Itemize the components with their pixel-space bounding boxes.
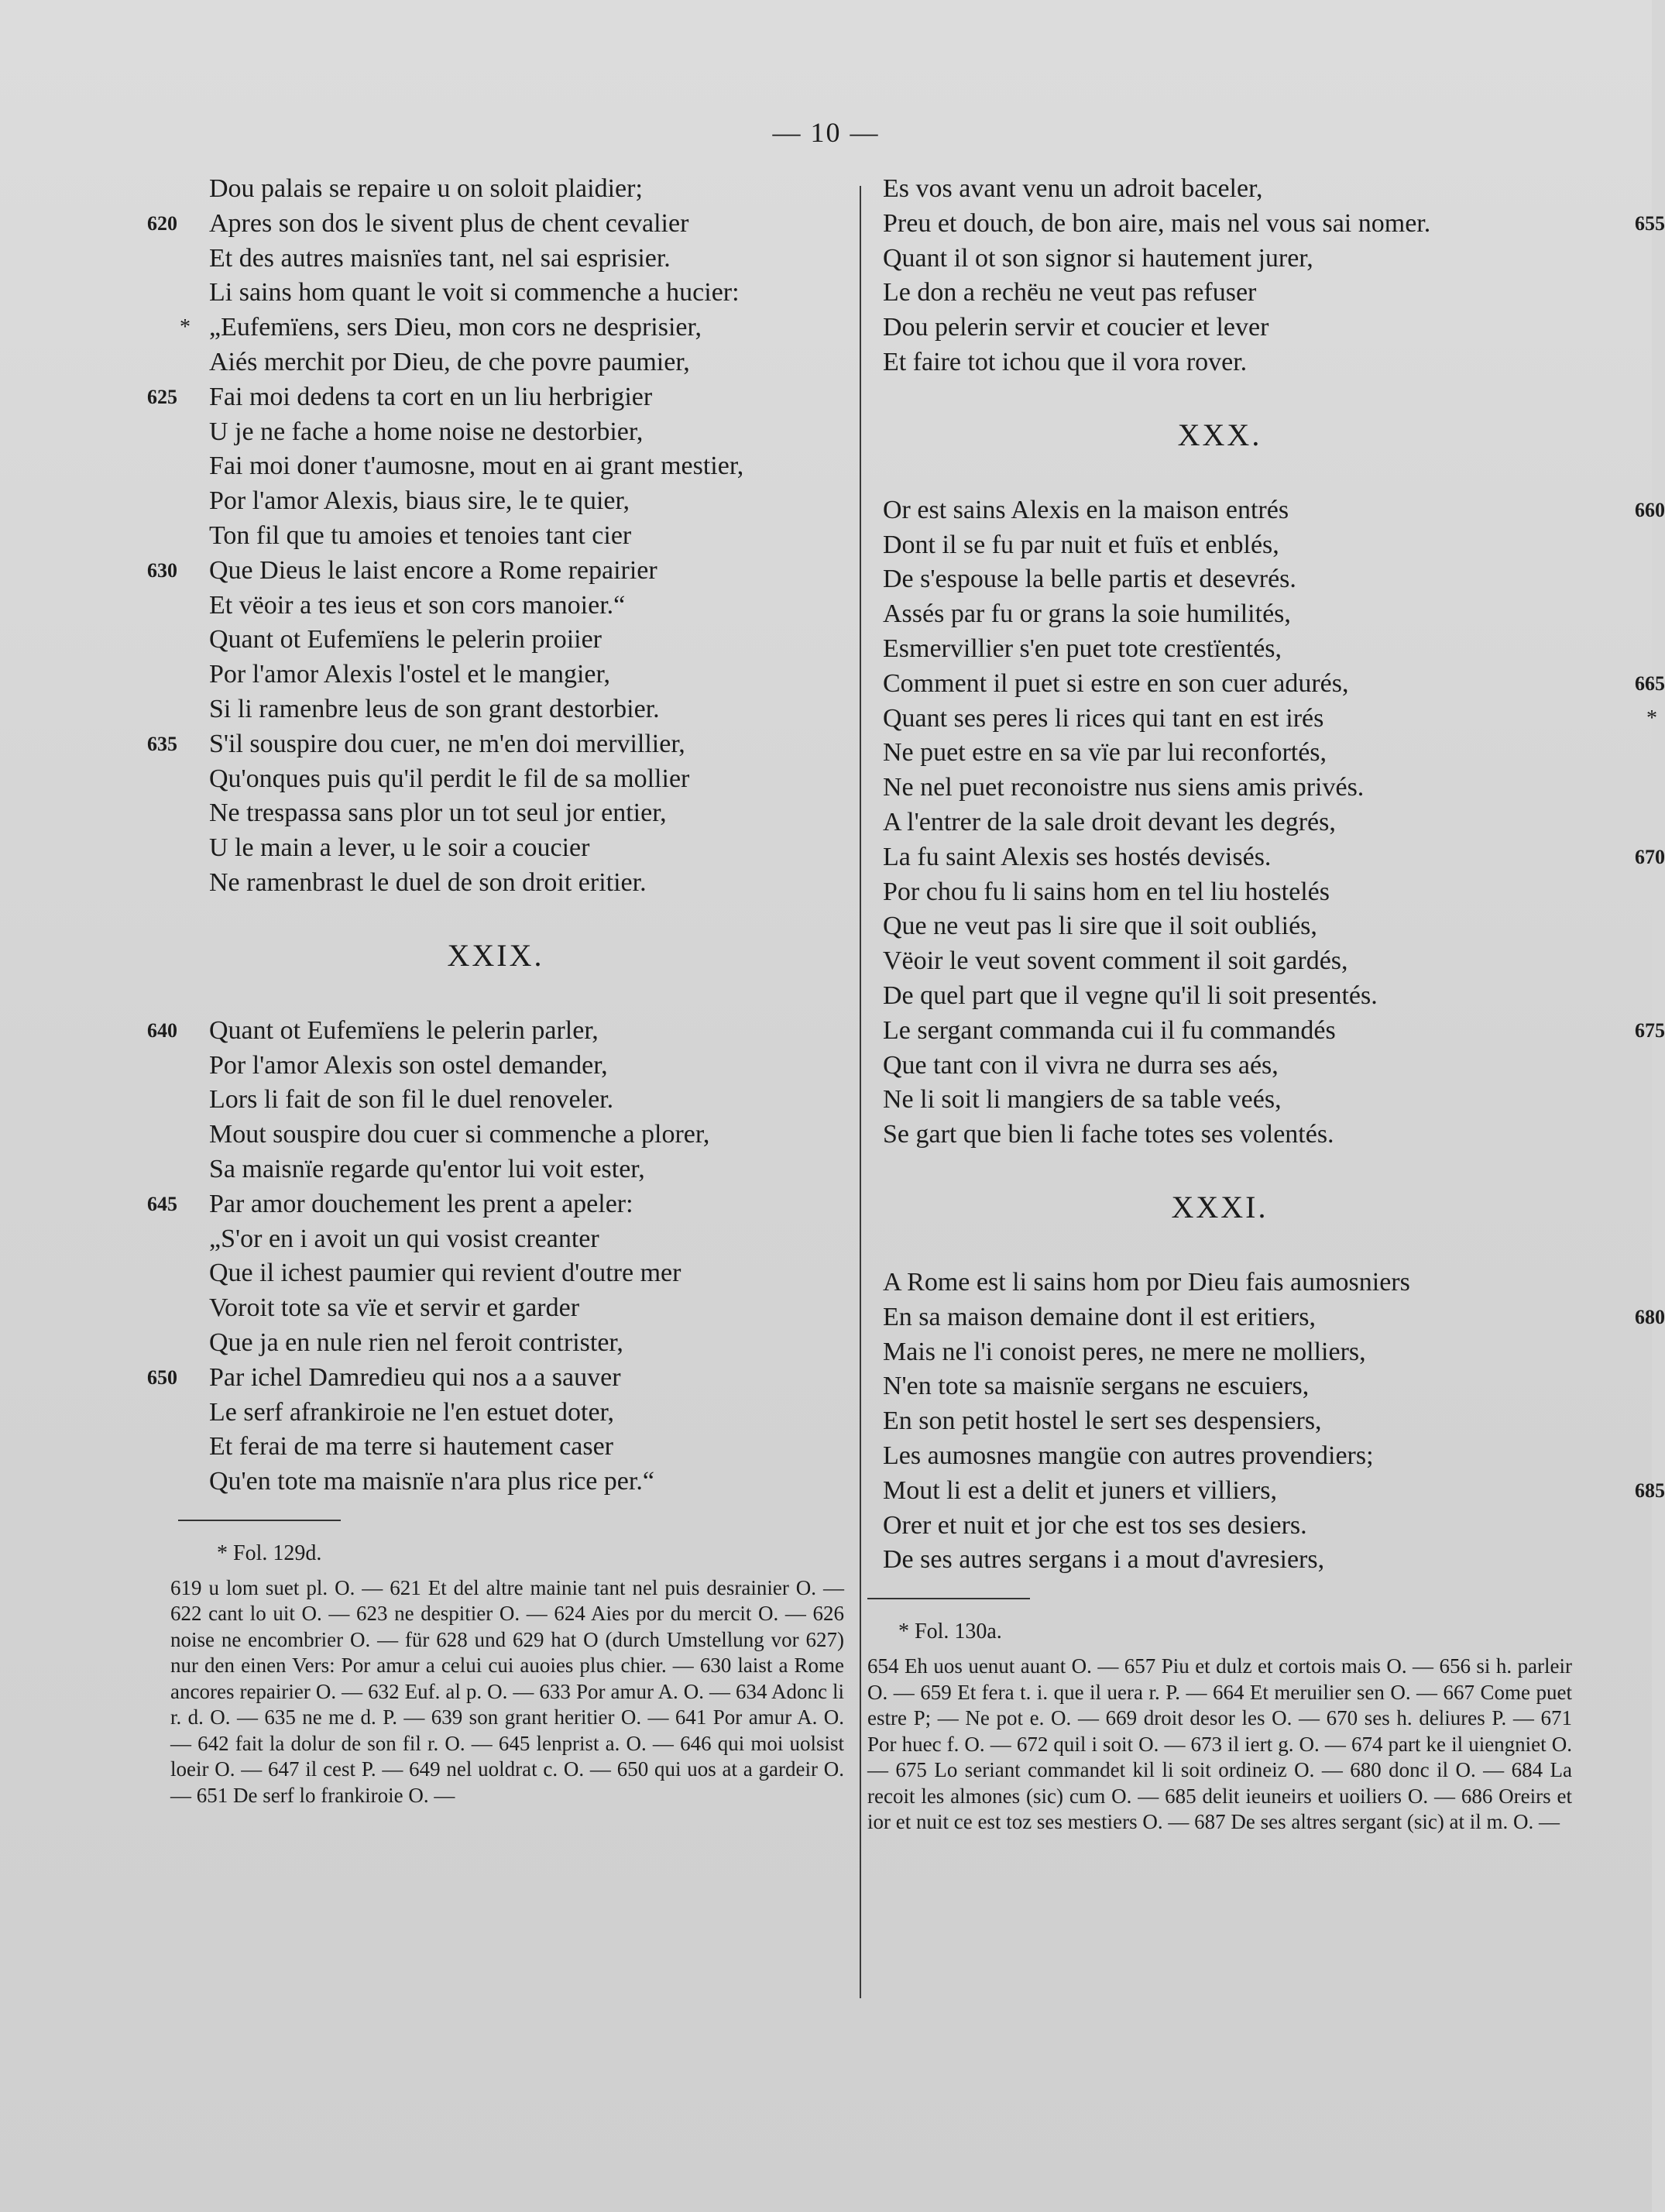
verse-text: De quel part que il vegne qu'il li soit presentés.	[883, 981, 1378, 1010]
verse-line	[139, 311, 852, 345]
verse-line	[867, 1300, 1665, 1335]
verse-text: Que il ichest paumier qui revient d'outre mer	[209, 1259, 681, 1288]
verse-line	[139, 415, 852, 450]
apparatus-notes: 619 u lom suet pl. O. — 621 Et del altre mainie tant nel puis desrainier O. — 622 cant lo uit O. — 623 ne despitier O. — 624 Aies por du mercit O. — 626 noise ne encombrier O. — für 628 und 629 hat O (durch Umstellung vor 627) nur den einen Vers: Por amur a celui cui auoies plus chier. — 630 laist a Rome ancores repairier O. — 632 Euf. al p. O. — 633 Por amur A. O. — 634 Adonc li r. d. O. — 635 ne me d. P. — 639 son grant heritier O. — 641 Por amur A. O. — 642 fait la dolur de son fil r. O. — 645 lenprist a. O. — 646 qui moi uolsist loeir O. — 647 il cest P. — 649 nel uoldrat c. O. — 650 qui uos at a gardeir O. — 651 De serf lo frankiroie O. —	[170, 1575, 844, 1807]
verse-line	[139, 658, 852, 692]
section-title: XXX.	[1177, 417, 1262, 452]
folio-note: * Fol. 130a.	[898, 1620, 1002, 1644]
verse-text: Fai moi doner t'aumosne, mout en ai grant mestier,	[209, 452, 744, 481]
verse-text: Ton fil que tu amoies et tenoies tant cier	[209, 520, 632, 550]
line-number: 640	[147, 1018, 177, 1042]
verse-line	[139, 1049, 852, 1084]
verse-text: Comment il puet si estre en son cuer adurés,	[883, 668, 1349, 698]
verse-line	[139, 1152, 852, 1187]
verse-line	[139, 1256, 852, 1291]
verse-line	[139, 1083, 852, 1118]
line-number: 650	[147, 1365, 177, 1389]
verse-line	[139, 242, 852, 276]
verse-text: Lors li fait de son fil le duel renoveler.	[209, 1085, 614, 1115]
verse-line	[867, 979, 1572, 1014]
verse-text: Ne ramenbrast le duel de son droit eritier.	[209, 867, 647, 897]
verse-line	[139, 1118, 852, 1152]
verse-text: Es vos avant venu un adroit baceler,	[883, 174, 1263, 203]
verse-text: En sa maison demaine dont il est eritiers,	[883, 1302, 1316, 1331]
verse-text: Qu'onques puis qu'il perdit le fil de sa mollier	[209, 764, 690, 793]
verse-line	[867, 1083, 1572, 1118]
verse-line	[867, 1014, 1665, 1049]
verse-text: Dont il se fu par nuit et fuïs et enblés,	[883, 530, 1279, 559]
verse-line	[139, 449, 852, 484]
verse-text: Que Dieus le laist encore a Rome repairier	[209, 555, 657, 585]
verse-text: Quant ses peres li rices qui tant en est irés	[883, 703, 1324, 733]
verse-line	[139, 172, 852, 207]
verse-line	[139, 727, 852, 762]
line-number: 665	[1635, 672, 1665, 695]
footnote-marker: *	[180, 315, 191, 340]
verse-text: En son petit hostel le sert ses despensiers,	[883, 1407, 1322, 1436]
verse-line	[867, 562, 1572, 597]
verse-line	[139, 589, 852, 623]
verse-text: „S'or en i avoit un qui vosist creanter	[209, 1224, 599, 1253]
verse-line	[867, 1543, 1572, 1578]
verse-line	[867, 667, 1665, 702]
verse-text: Por l'amor Alexis, biaus sire, le te quier,	[209, 486, 630, 516]
verse-line	[139, 1291, 852, 1326]
line-number: 655	[1635, 211, 1665, 235]
line-number: 635	[147, 732, 177, 755]
verse-line	[139, 762, 852, 797]
verse-line	[867, 1369, 1572, 1404]
verse-text: Esmervillier s'en puet tote crestïentés,	[883, 634, 1282, 663]
verse-line	[867, 632, 1572, 667]
verse-line	[867, 207, 1665, 242]
verse-line	[867, 493, 1665, 528]
verse-line	[139, 380, 852, 415]
verse-text: Par amor douchement les prent a apeler:	[209, 1189, 633, 1218]
verse-line	[139, 1187, 852, 1222]
line-number: 660	[1635, 498, 1665, 521]
verse-line	[867, 1049, 1572, 1084]
verse-line	[867, 1439, 1572, 1474]
verse-text: U le main a lever, u le soir a coucier	[209, 833, 590, 863]
verse-line	[867, 771, 1572, 805]
verse-line	[139, 345, 852, 380]
verse-text: Dou pelerin servir et coucier et lever	[883, 313, 1269, 342]
verse-text: Par ichel Damredieu qui nos a a sauver	[209, 1362, 621, 1392]
verse-line	[139, 623, 852, 658]
verse-text: Assés par fu or grans la soie humilités,	[883, 599, 1291, 629]
verse-text: Dou palais se repaire u on soloit plaidier;	[209, 174, 643, 203]
verse-text: Vëoir le veut sovent comment il soit gardés,	[883, 946, 1348, 976]
verse-line	[867, 242, 1572, 276]
verse-line	[867, 345, 1572, 380]
verse-text: Por chou fu li sains hom en tel liu hostelés	[883, 877, 1330, 906]
verse-line	[867, 597, 1572, 632]
verse-line	[139, 484, 852, 519]
verse-text: Mais ne l'i conoist peres, ne mere ne molliers,	[883, 1337, 1366, 1366]
line-number: 630	[147, 558, 177, 582]
line-number: 670	[1635, 845, 1665, 868]
verse-text: Or est sains Alexis en la maison entrés	[883, 495, 1289, 524]
verse-line	[867, 875, 1572, 910]
footnote-rule	[867, 1598, 1030, 1599]
verse-text: Les aumosnes mangüe con autres provendiers;	[883, 1441, 1374, 1470]
verse-text: Quant ot Eufemïens le pelerin parler,	[209, 1015, 599, 1045]
verse-line	[867, 1509, 1572, 1544]
verse-line	[867, 528, 1572, 563]
verse-line	[139, 276, 852, 311]
verse-text: Ne trespassa sans plor un tot seul jor entier,	[209, 799, 667, 828]
verse-line	[139, 1014, 852, 1049]
verse-text: Quant ot Eufemïens le pelerin proiier	[209, 625, 602, 654]
verse-line	[139, 207, 852, 242]
verse-line	[867, 944, 1572, 979]
verse-line	[139, 1396, 852, 1431]
verse-line	[139, 554, 852, 589]
line-number: 680	[1635, 1305, 1665, 1328]
verse-line	[867, 840, 1665, 875]
verse-line	[139, 1361, 852, 1396]
verse-text: Et des autres maisnïes tant, nel sai esprisier.	[209, 243, 671, 273]
apparatus-notes: 654 Eh uos uenut auant O. — 657 Piu et dulz et cortois mais O. — 656 si h. parleir O. — 659 Et fera t. i. que il uera r. P. — 664 Et meruilier sen O. — 667 Come puet estre P; — Ne pot e. O. — 669 droit desor les O. — 670 ses h. deliures P. — 671 Por huec f. O. — 672 quil i soit O. — 673 il iert g. O. — 674 part ke il uiengniet O. — 675 Lo seriant commandet kil li soit ordineiz O. — 680 donc il O. — 684 La recoit les almones (sic) cum O. — 685 delit ieuneirs et uoiliers O. — 686 Oreirs et ior et nuit ce est toz ses mestiers O. — 687 De ses altres sergant (sic) at il m. O. —	[867, 1654, 1572, 1834]
verse-text: Si li ramenbre leus de son grant destorbier.	[209, 694, 660, 723]
verse-block	[139, 1014, 852, 1499]
folio-note: * Fol. 129d.	[217, 1540, 322, 1565]
verse-text: Apres son dos le sivent plus de chent cevalier	[209, 208, 689, 238]
verse-text: A l'entrer de la sale droit devant les degrés,	[883, 807, 1336, 836]
verse-text: Ne puet estre en sa vïe par lui reconfortés,	[883, 738, 1327, 768]
verse-line	[139, 519, 852, 554]
verse-text: De s'espouse la belle partis et desevrés.	[883, 565, 1296, 594]
verse-line	[139, 831, 852, 866]
verse-line	[867, 276, 1572, 311]
verse-line	[139, 1465, 852, 1499]
verse-text: La fu saint Alexis ses hostés devisés.	[883, 842, 1272, 871]
verse-line	[867, 1118, 1572, 1152]
verse-text: Que ne veut pas li sire que il soit oubliés,	[883, 912, 1317, 941]
verse-line	[867, 805, 1572, 840]
verse-text: Voroit tote sa vïe et servir et garder	[209, 1293, 580, 1323]
verse-text: Sa maisnïe regarde qu'entor lui voit ester,	[209, 1154, 645, 1183]
verse-text: Qu'en tote ma maisnïe n'ara plus rice per.“	[209, 1467, 654, 1496]
column-divider	[860, 186, 861, 1998]
verse-text: Li sains hom quant le voit si commenche a hucier:	[209, 278, 740, 307]
verse-text: Orer et nuit et jor che est tos ses desiers.	[883, 1510, 1307, 1540]
verse-block	[867, 1266, 1665, 1578]
verse-line	[867, 1474, 1665, 1509]
verse-text: „Eufemïens, sers Dieu, mon cors ne desprisier,	[209, 313, 702, 342]
verse-text: Et vëoir a tes ieus et son cors manoier.“	[209, 590, 626, 620]
verse-text: Fai moi dedens ta cort en un liu herbrigier	[209, 382, 653, 411]
verse-line	[867, 311, 1572, 345]
verse-text: Que ja en nule rien nel feroit contrister,	[209, 1328, 623, 1357]
page-number: — 10 —	[772, 117, 880, 148]
verse-block	[139, 172, 852, 901]
verse-text: Le don a rechëu ne veut pas refuser	[883, 278, 1257, 307]
line-number: 675	[1635, 1018, 1665, 1042]
verse-line	[139, 866, 852, 901]
verse-text: U je ne fache a home noise ne destorbier,	[209, 417, 644, 446]
left-column	[139, 172, 852, 1808]
verse-text: Et ferai de ma terre si hautement caser	[209, 1432, 614, 1462]
verse-line	[867, 909, 1572, 944]
line-number: 645	[147, 1192, 177, 1215]
section-title: XXXI.	[1171, 1189, 1268, 1224]
line-number: 625	[147, 385, 177, 408]
verse-text: Ne li soit li mangiers de sa table veés,	[883, 1085, 1282, 1115]
verse-text: Preu et douch, de bon aire, mais nel vous sai nomer.	[883, 208, 1431, 238]
verse-line	[867, 1266, 1572, 1300]
verse-text: Le serf afrankiroie ne l'en estuet doter,	[209, 1397, 615, 1427]
right-column	[867, 172, 1665, 1836]
verse-text: Aiés merchit por Dieu, de che povre paumier,	[209, 347, 690, 376]
verse-text: Le sergant commanda cui il fu commandés	[883, 1015, 1336, 1045]
verse-line	[139, 692, 852, 727]
section-title: XXIX.	[447, 937, 544, 973]
verse-text: Quant il ot son signor si hautement jurer,	[883, 243, 1313, 273]
verse-text: Ne nel puet reconoistre nus siens amis privés.	[883, 773, 1365, 802]
verse-line	[139, 796, 852, 831]
verse-text: Por l'amor Alexis l'ostel et le mangier,	[209, 660, 610, 689]
verse-line	[867, 172, 1572, 207]
verse-block	[867, 493, 1665, 1152]
verse-text: N'en tote sa maisnïe sergans ne escuiers,	[883, 1372, 1310, 1401]
verse-text: Mout souspire dou cuer si commenche a plorer,	[209, 1120, 710, 1149]
verse-text: S'il souspire dou cuer, ne m'en doi mervillier,	[209, 729, 685, 758]
verse-line	[867, 702, 1657, 737]
verse-line	[139, 1222, 852, 1257]
verse-text: Mout li est a delit et juners et villiers,	[883, 1475, 1277, 1505]
footnote-rule	[178, 1520, 341, 1521]
verse-line	[867, 1335, 1572, 1370]
line-number: 620	[147, 211, 177, 235]
verse-text: Que tant con il vivra ne durra ses aés,	[883, 1050, 1279, 1080]
verse-line	[139, 1326, 852, 1361]
verse-line	[867, 736, 1572, 771]
verse-block	[867, 172, 1665, 380]
verse-text: De ses autres sergans i a mout d'avresiers,	[883, 1545, 1325, 1575]
verse-text: Se gart que bien li fache totes ses volentés.	[883, 1120, 1334, 1149]
verse-text: A Rome est li sains hom por Dieu fais aumosniers	[883, 1267, 1410, 1297]
verse-line	[139, 1430, 852, 1465]
verse-text: Et faire tot ichou que il vora rover.	[883, 347, 1248, 376]
verse-line	[867, 1404, 1572, 1439]
verse-text: Por l'amor Alexis son ostel demander,	[209, 1050, 608, 1080]
footnote-marker: *	[1646, 706, 1657, 730]
line-number: 685	[1635, 1479, 1665, 1502]
